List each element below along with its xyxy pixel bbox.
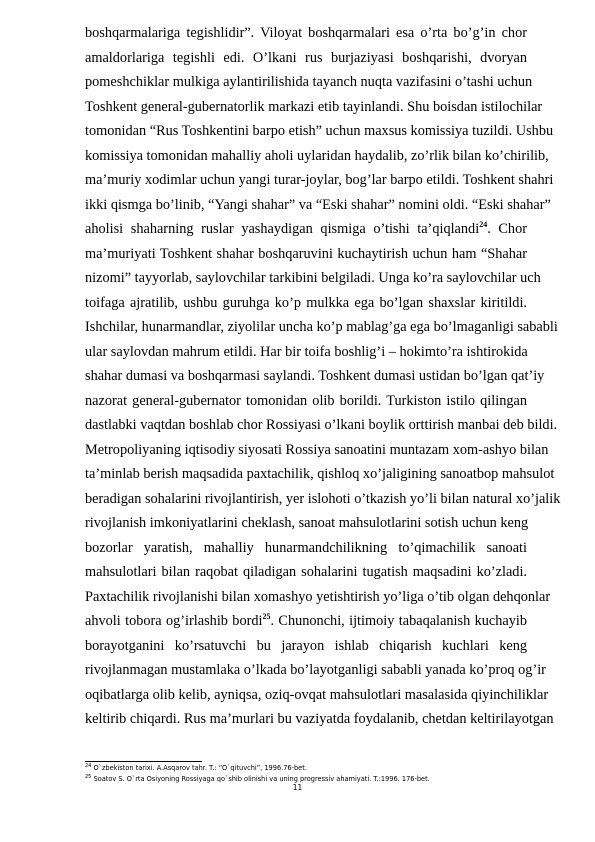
text-line: pomeshchiklar mulkiga aylantirilishida tayanch nuqta vazifasini o’tashi uchun [85,74,533,90]
text-line: mahsulotlari bilan raqobat qiladigan sohalarini tugatish maqsadini ko’zladi. [85,564,527,580]
footnote-number: 25 [85,773,92,780]
footnote-24 [85,763,527,774]
text-line: amaldorlariga tegishli edi. O’lkani rus burjaziyasi boshqarishi, dvoryan [85,49,527,66]
text-line: Ishchilar, hunarmandlar, ziyolilar uncha ko’p mablag’ga ega bo’lmaganligi sababli [85,319,558,335]
text-line: dastlabki vaqtdan boshlab chor Rossiyasi o’lkani boylik orttirish manbai deb bildi. [85,417,558,433]
footnote-text: Soatov S. O`rta Osiyoning Rossiyaga qo`shib olinishi va uning progressiv ahamiyati. T.:1996. 176-bet. [91,774,430,783]
text-line-part: ahvoli tobora og’irlashib bordi [85,613,263,629]
text-line: shahar dumasi va boshqarmasi saylandi. Toshkent dumasi ustidan bo’lgan qat’iy [85,368,545,384]
text-line: bozorlar yaratish, mahalliy hunarmandchilikning to’qimachilik sanoati [85,539,527,556]
text-line-with-footnote-24 [85,217,527,242]
text-line: borayotganini ko’rsatuvchi bu jarayon ishlab chiqarish kuchlari keng [85,637,527,654]
body-text [85,21,561,732]
text-line-part: aholisi shaharning ruslar yashaydigan qismiga o’tishi ta’qiqlandi [85,221,480,237]
text-line: ular saylovdan mahrum etildi. Har bir toifa boshlig’i – hokimto’ra ishtirokida [85,343,528,360]
footnote-number: 24 [85,762,92,769]
text-line: rivojlanish imkoniyatlarini cheklash, sanoat mahsulotlarini sotish uchun keng [85,515,529,531]
text-line: toifaga ajratilib, ushbu guruhga ko’p mulkka ega bo’lgan shaxslar kiritildi. [85,294,527,311]
footnote-divider [85,761,202,762]
text-line: beradigan sohalarini rivojlantirish, yer islohoti o’tkazish yo’li bilan natural xo’jalik [85,490,561,507]
footnote-text: O`zbekiston tarixi. A.Asqarov tahr. T.: “O`qituvchi”, 1996.76-bet. [91,764,307,772]
footnote-ref-24[interactable]: 24 [479,220,488,230]
text-line: oqibatlarga olib kelib, ayniqsa, oziq-ovqat mahsulotlari masalasida qiyinchiliklar [85,686,549,703]
text-line-part: . Chor [487,221,527,237]
text-line: rivojlanmagan mustamlaka o’lkada bo’layotganligi sababli yanada ko’proq og’ir [85,662,546,678]
text-line: ma’muriy xodimlar uchun yangi turar-joylar, bog’lar barpo etildi. Toshkent shahri [85,172,554,188]
text-line-with-footnote-25 [85,609,527,634]
page-number: 11 [292,783,303,792]
text-line: boshqarmalariga tegishlidir”. Viloyat boshqarmalari esa o’rta bo’g’in chor [85,25,527,41]
text-line: tomonidan “Rus Toshkentini barpo etish” uchun maxsus komissiya tuzildi. Ushbu [85,123,554,139]
text-line: Metropoliyaning iqtisodiy siyosati Rossiya sanoatini muntazam xom-ashyo bilan [85,441,549,458]
text-line: nizomi” tayyorlab, saylovchilar tarkibini belgiladi. Unga ko’ra saylovchilar uch [85,270,541,286]
footnotes [85,763,527,784]
text-line: nazorat general-gubernator tomonidan olib borildi. Turkiston istilo qilingan [85,392,527,409]
text-line: ma’muriyati Toshkent shahar boshqaruvini kuchaytirish uchun ham “Shahar [85,245,527,262]
text-line: komissiya tomonidan mahalliy aholi uylaridan haydalib, zo’rlik bilan ko’chirilib, [85,147,549,164]
text-line: ikki qismga bo’linib, “Yangi shahar” va “Eski shahar” nomini oldi. “Eski shahar” [85,196,551,213]
text-line: Paxtachilik rivojlanishi bilan xomashyo yetishtirish yo’liga o’tib olgan dehqonlar [85,588,551,605]
text-line: ta’minlab berish maqsadida paxtachilik, qishloq xo’jaligining sanoatbop mahsulot [85,466,555,482]
text-line-part: . Chunonchi, ijtimoiy tabaqalanish kuchayib [270,613,527,629]
text-line: keltirib chiqardi. Rus ma’murlari bu vaziyatda foydalanib, chetdan keltirilayotgan [85,711,554,727]
footnote-ref-25[interactable]: 25 [262,612,271,622]
text-line: Toshkent general-gubernatorlik markazi etib tayinlandi. Shu boisdan istilochilar [85,98,543,115]
